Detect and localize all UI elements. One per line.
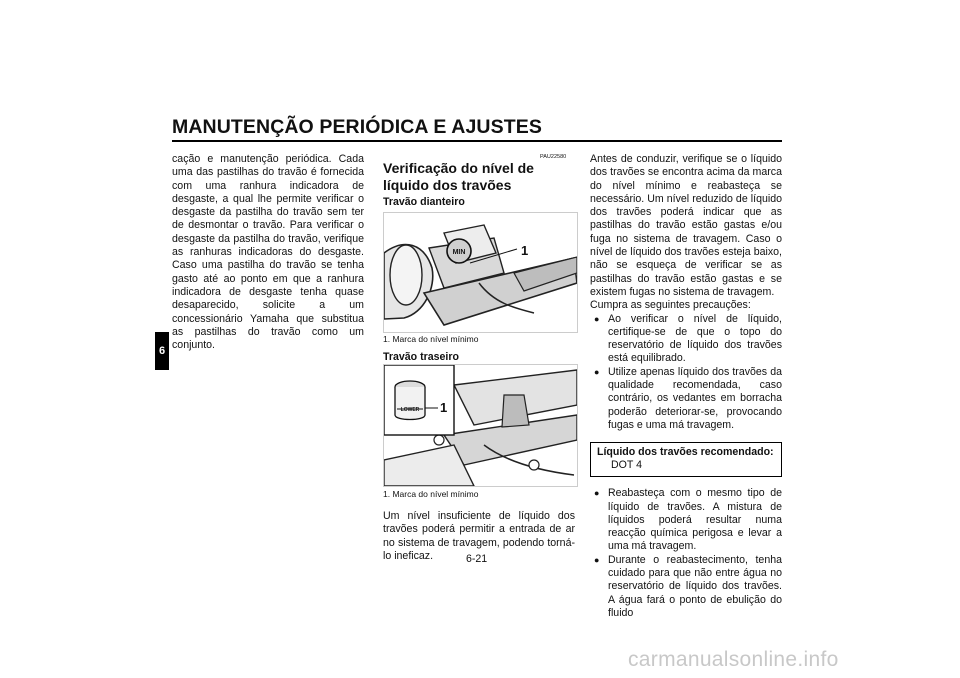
front-callout-number: 1 [521, 243, 529, 258]
bullet-dot-icon: ● [594, 488, 600, 499]
bullet-item: ● Durante o reabastecimento, tenha cuidado para que não entre água no reservatório de líquido dos travões. A água fará o ponto de ebulição do fluido [594, 553, 782, 619]
bullet-dot-icon: ● [594, 554, 600, 565]
min-mark-label: MIN [452, 249, 466, 256]
rear-brake-heading: Travão traseiro [383, 351, 459, 363]
lower-mark-label: LOWER [400, 407, 420, 413]
front-brake-figure [383, 212, 578, 333]
title-rule [172, 140, 782, 142]
column-1-text: cação e manutenção periódica. Cada uma das pastilhas do travão é fornecida com uma ranhura indicadora de desgaste, a qual lhe permite verificar o desgaste da pastilha do travão sem ter de desmontar o travão. Para verificar o desgaste da pastilha do travão, verifique as ranhuras indicadoras do desgaste. Caso uma pastilha do travão se tenha gasto até ao ponto em que a ranhura indicadora de desgaste tenha quase desaparecido, solicite a um concessionário Yamaha que substitua as pastilhas do travão como um conjunto. [172, 153, 364, 352]
chapter-tab: 6 [155, 332, 169, 370]
bullet-item: ● Utilize apenas líquido dos travões da qualidade recomendada, caso contrário, os vedantes em borracha poderão deteriorar-se, provocando fugas e uma má travagem. [594, 365, 782, 431]
recommended-fluid-box [590, 442, 782, 477]
rear-figure-caption: 1. Marca do nível mínimo [383, 489, 479, 499]
bullet-item: ● Ao verificar o nível de líquido, certifique-se de que o topo do reservatório de líquido dos travões está equilibrado. [594, 312, 782, 365]
front-brake-heading: Travão dianteiro [383, 196, 465, 208]
rear-reservoir-illustration [384, 365, 577, 486]
intro-paragraph: Antes de conduzir, verifique se o líquido dos travões se encontra acima da marca do nível mínimo e reabasteça se necessário. Um nível reduzido de líquido dos travões poderá indicar que as pastilhas do travão estão gastas e/ou fuga no sistema de travagem. Caso o nível de líquido dos travões esteja baixo, não se esqueça de verificar se as pastilhas do travão estão gastas e se existem fugas no sistema de travagem. [590, 153, 782, 298]
page-title: MANUTENÇÃO PERIÓDICA E AJUSTES [172, 116, 542, 138]
bullet-dot-icon: ● [594, 366, 600, 377]
section-code: PAU22580 [540, 154, 567, 160]
watermark: carmanualsonline.info [628, 648, 839, 671]
rear-callout-number: 1 [440, 400, 448, 415]
recommended-fluid-title: Líquido dos travões recomendado: [597, 446, 774, 459]
insufficient-fluid-paragraph: Um nível insuficiente de líquido dos travões poderá permitir a entrada de ar no sistema de travagem, podendo torná-lo ineficaz. [383, 510, 575, 562]
precautions-label: Cumpra as seguintes precauções: [590, 299, 751, 312]
recommended-fluid-value: DOT 4 [611, 459, 643, 472]
rear-brake-figure [383, 364, 578, 487]
page-number: 6-21 [466, 553, 488, 565]
front-reservoir-illustration [384, 213, 577, 332]
column-3 [590, 153, 782, 620]
bullet-dot-icon: ● [594, 313, 600, 324]
front-figure-caption: 1. Marca do nível mínimo [383, 334, 479, 344]
bullet-item: ● Reabasteça com o mesmo tipo de líquido de travões. A mistura de líquidos poderá resultar numa reacção química perigosa e levar a uma má travagem. [594, 487, 782, 553]
section-heading: Verificação do nível de líquido dos travões [383, 160, 534, 193]
